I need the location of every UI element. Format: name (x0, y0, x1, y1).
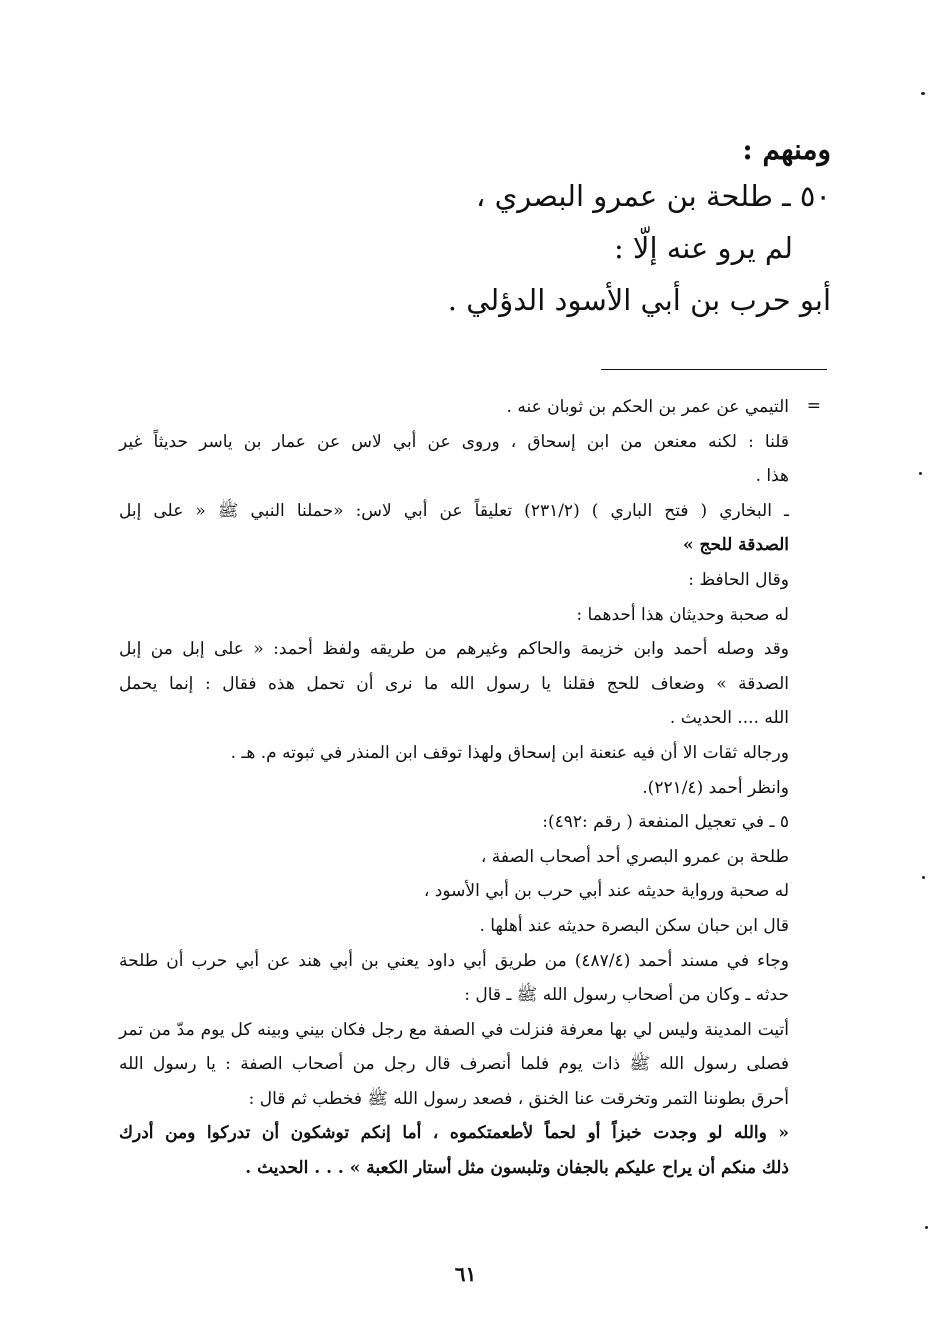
footnote-line: أحرق بطوننا التمر وتخرقت عنا الخنق ، فصعد رسول الله ﷺ فخطب ثم قال : (248, 1088, 789, 1109)
footnote-line: وجاء في مسند أحمد (٤٨٧/٤) من طريق أبي داود يعني بن أبي هند عن أبي حرب أن طلحة (119, 950, 790, 971)
footnote-continuation-marker: = (806, 396, 821, 416)
footnote-line: الصدقة للحج » (682, 535, 789, 556)
main-text-block (111, 130, 831, 326)
footnote-line: الله .... الحديث . (669, 708, 789, 729)
footnote-line: التيمي عن عمر بن الحكم بن ثوبان عنه . (506, 397, 789, 417)
footnote-line: ورجاله ثقات الا أن فيه عنعنة ابن إسحاق ولهذا توقف ابن المنذر في ثبوته م. هـ . (230, 742, 789, 763)
footnote-line: فصلى رسول الله ﷺ ذات يوم فلما أنصرف قال رجل من أصحاب الصفة : يا رسول الله (119, 1054, 789, 1075)
footnote-separator (601, 369, 827, 370)
footnote-line: طلحة بن عمرو البصري أحد أصحاب الصفة ، (480, 846, 789, 867)
footnote-line: ذلك منكم أن يراح عليكم بالجفان وتلبسون مثل أستار الكعبة » . . . الحديث . (245, 1158, 789, 1179)
footnote-line: ـ البخاري ( فتح الباري ) (٢٣١/٢) تعليقاً عن أبي لاس: «حملنا النبي ﷺ « على إبل (119, 500, 789, 521)
footnote-line: حدثه ـ وكان من أصحاب رسول الله ﷺ ـ قال : (464, 985, 789, 1006)
footnote-line: أتيت المدينة وليس لي بها معرفة فنزلت في الصفة مع رجل فكان بيني وبينه كل يوم مدّ من تمر (119, 1019, 789, 1040)
footnote-line: وقال الحافظ : (688, 569, 789, 590)
footnote-line: وقد وصله أحمد وابن خزيمة والحاكم وغيرهم من طريقه ولفظ أحمد: « على إبل من إبل (119, 639, 789, 660)
footnote-line: له صحبة وحديثان هذا أحدهما : (576, 604, 789, 625)
footnote-line: له صحبة ورواية حديثه عند أبي حرب بن أبي الأسود ، (423, 881, 789, 902)
footnote-line: وانظر أحمد (٢٢١/٤). (642, 777, 789, 798)
scan-speck (919, 472, 922, 475)
entry-title: ٥٠ ـ طلحة بن عمرو البصري ، (476, 179, 831, 213)
footnote-line: « والله لو وجدت خبزاً أو لحماً لأطعمتكموه ، أما إنكم توشكون أن تدركوا ومن أدرك (119, 1123, 789, 1144)
page-number: ٦١ (454, 1262, 477, 1286)
narrator-name: أبو حرب بن أبي الأسود الدؤلي . (447, 283, 831, 317)
footnote-line: هذا . (755, 466, 789, 487)
section-heading: ومنهم : (742, 133, 831, 166)
footnotes-block (119, 390, 789, 1186)
scan-speck (921, 92, 925, 95)
scan-speck (925, 1226, 928, 1229)
footnote-line: الصدقة » وضعاف للحج فقلنا يا رسول الله ما نرى أن تحمل هذه فقال : إنما يحمل (119, 673, 789, 694)
footnote-line: قلنا : لكنه معنعن من ابن إسحاق ، وروى عن أبي لاس عن عمار بن ياسر حديثاً غير (119, 431, 789, 452)
scan-speck (922, 876, 925, 879)
footnote-line: قال ابن حبان سكن البصرة حديثه عند أهلها . (479, 915, 789, 936)
footnote-line: ٥ ـ في تعجيل المنفعة ( رقم :٤٩٢): (542, 812, 789, 833)
narrated-by-line: لم يرو عنه إلّا : (613, 231, 793, 265)
